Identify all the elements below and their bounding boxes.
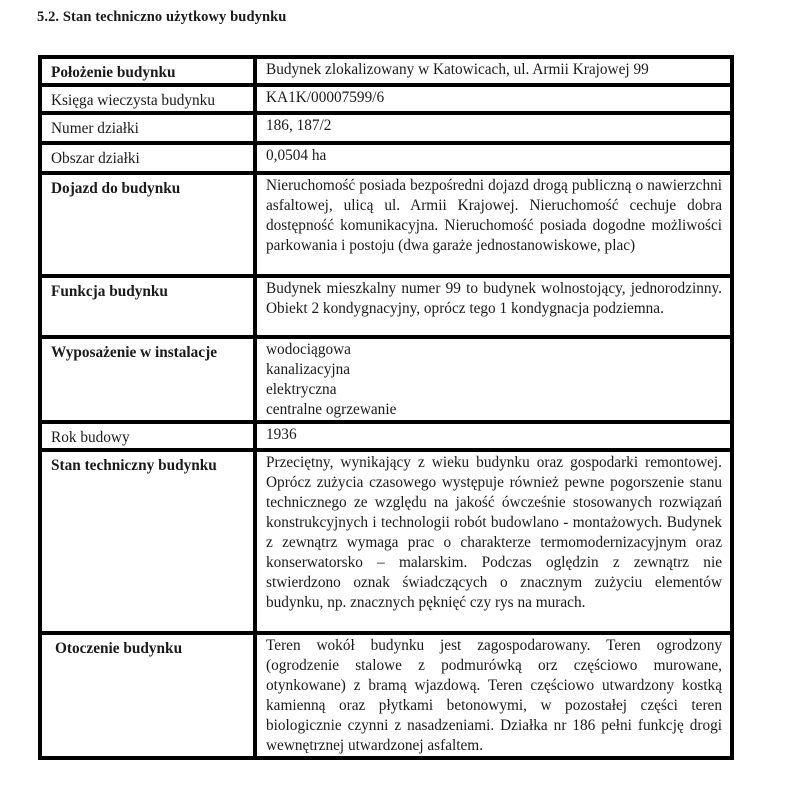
row-value-obszar-dzialki: 0,0504 ha	[255, 143, 732, 173]
table-row	[40, 85, 732, 113]
row-value-rok-budowy: 1936	[255, 422, 732, 450]
table-row	[40, 113, 732, 143]
row-label-funkcja: Funkcja budynku	[40, 276, 255, 337]
row-value-wyposazenie	[255, 337, 732, 422]
row-label-stan-techniczny: Stan techniczny budynku	[40, 450, 255, 633]
row-label-rok-budowy: Rok budowy	[40, 422, 255, 450]
row-label-wyposazenie: Wyposażenie w instalacje	[40, 337, 255, 422]
row-label-otoczenie: Otoczenie budynku	[40, 633, 255, 758]
table-row	[40, 337, 732, 422]
row-value-ksiega: KA1K/00007599/6	[255, 85, 732, 113]
row-value-numer-dzialki: 186, 187/2	[255, 113, 732, 143]
row-value-funkcja: Budynek mieszkalny numer 99 to budynek wolnostojący, jednorodzinny. Obiekt 2 kondygnacyjny, oprócz tego 1 kondygnacja podziemna.	[255, 276, 732, 337]
installations-list	[266, 339, 722, 420]
row-value-otoczenie: Teren wokół budynku jest zagospodarowany. Teren ogrodzony (ogrodzenie stalowe z podmurówką orz częściowo murowane, otynkowane) z bramą wjazdową. Teren częściowo utwardzony kostką kamienną oraz płytkami betonowymi, w pozostałej części teren biologicznie czynni z nasadzeniami. Działka nr 186 pełni funkcję drogi wewnętrznej utwardzonej asfaltem.	[255, 633, 732, 758]
row-label-ksiega: Księga wieczysta budynku	[40, 85, 255, 113]
table-row	[40, 422, 732, 450]
table-row	[40, 633, 732, 758]
table-row	[40, 276, 732, 337]
row-label-dojazd: Dojazd do budynku	[40, 173, 255, 276]
installation-item: kanalizacyjna	[266, 361, 351, 378]
table-row	[40, 450, 732, 633]
row-label-obszar-dzialki: Obszar działki	[40, 143, 255, 173]
installation-item: centralne ogrzewanie	[266, 401, 397, 418]
table-row	[40, 57, 732, 85]
installation-item: elektryczna	[266, 381, 337, 398]
section-title: 5.2. Stan techniczno użytkowy budynku	[37, 9, 287, 25]
row-value-polozenie: Budynek zlokalizowany w Katowicach, ul. Armii Krajowej 99	[255, 57, 732, 85]
row-value-stan-techniczny: Przeciętny, wynikający z wieku budynku oraz gospodarki remontowej. Oprócz zużycia czasowego występuje również pewne pogorszenie stanu technicznego ze względu na jakość ówcześnie stosowanych rozwiązań konstrukcyjnych i technologii robót budowlano - montażowych. Budynek z zewnątrz wymaga prac o charakterze termomodernizacyjnym oraz konserwatorsko – malarskim. Podczas oględzin z zewnątrz nie stwierdzono oznak świadczących o znacznym zużyciu elementów budynku, np. znacznych pęknięć czy rys na murach.	[255, 450, 732, 633]
row-value-dojazd: Nieruchomość posiada bezpośredni dojazd drogą publiczną o nawierzchni asfaltowej, ulicą ul. Armii Krajowej. Nieruchomość cechuje dobra dostępność komunikacyjna. Nieruchomość posiada dogodne możliwości parkowania i postoju (dwa garaże jednostanowiskowe, plac)	[255, 173, 732, 276]
installation-item: wodociągowa	[266, 341, 351, 358]
table-row	[40, 173, 732, 276]
building-info-table	[38, 55, 734, 760]
row-label-polozenie: Położenie budynku	[40, 57, 255, 85]
row-label-numer-dzialki: Numer działki	[40, 113, 255, 143]
table-row	[40, 143, 732, 173]
